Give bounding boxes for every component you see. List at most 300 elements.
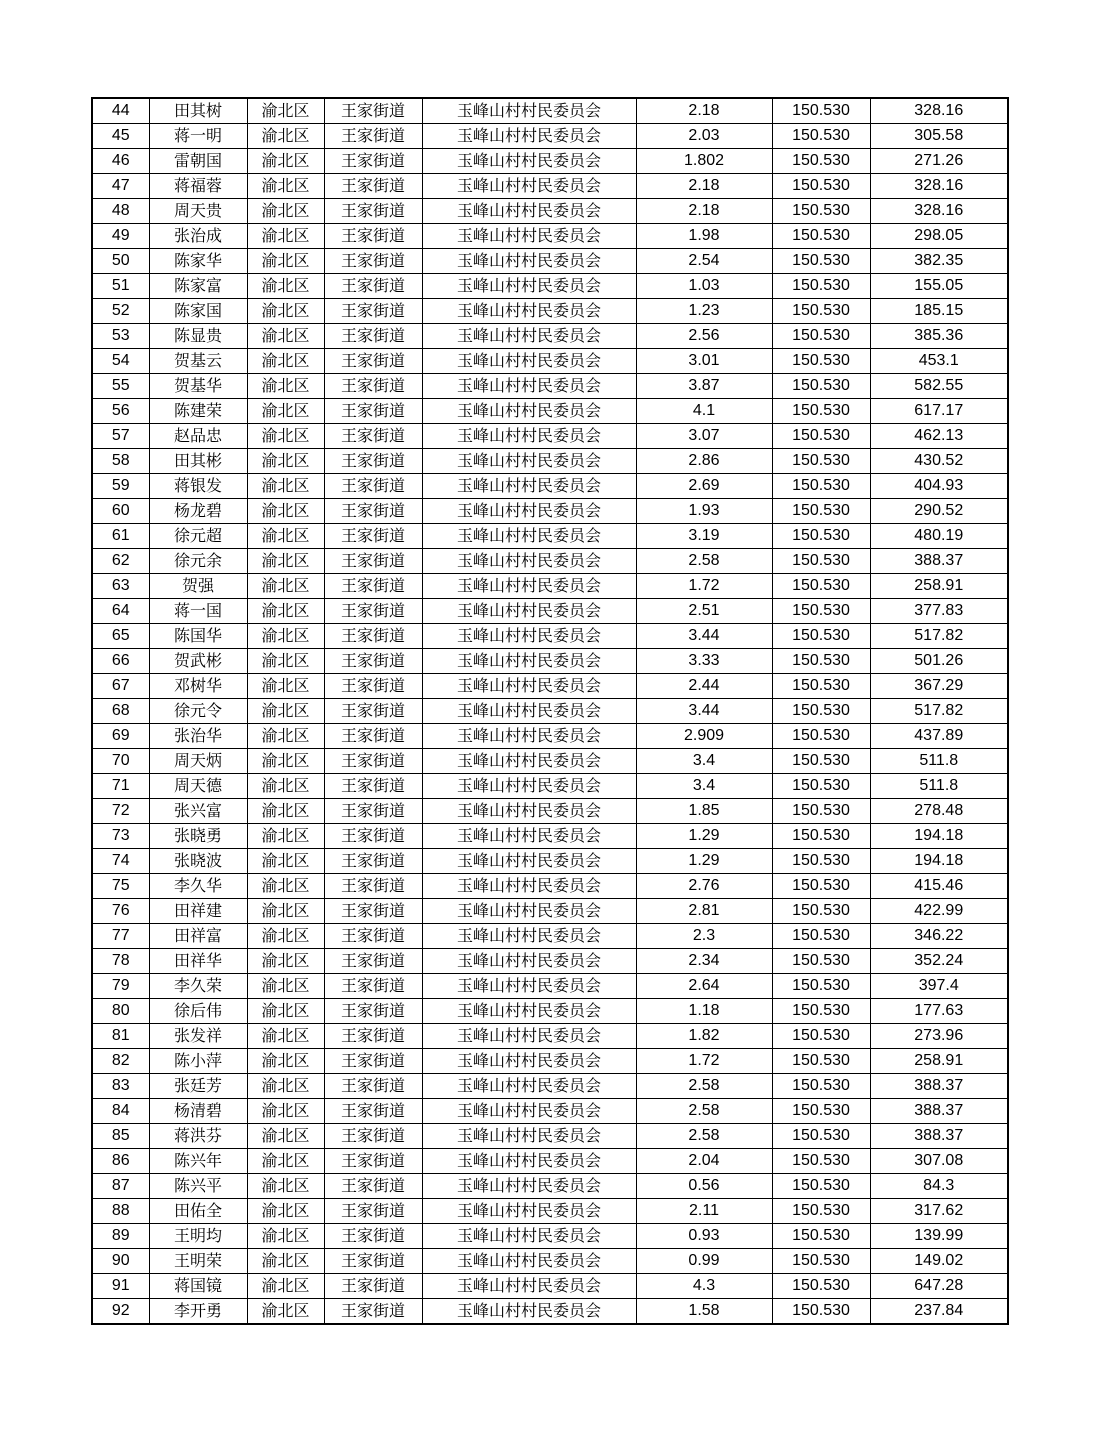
row-number-cell: 87: [92, 1174, 149, 1199]
committee-cell: 玉峰山村村民委员会: [422, 899, 636, 924]
name-cell: 张治华: [149, 724, 247, 749]
rate-cell: 150.530: [772, 274, 870, 299]
row-number-cell: 54: [92, 349, 149, 374]
name-cell: 陈家富: [149, 274, 247, 299]
name-cell: 田祥华: [149, 949, 247, 974]
district-cell: 渝北区: [247, 1149, 324, 1174]
data-table: [91, 97, 1009, 1325]
committee-cell: 玉峰山村村民委员会: [422, 749, 636, 774]
street-cell: 王家街道: [324, 249, 422, 274]
rate-cell: 150.530: [772, 1174, 870, 1199]
name-cell: 陈显贵: [149, 324, 247, 349]
table-row: [92, 549, 1008, 574]
row-number-cell: 86: [92, 1149, 149, 1174]
district-cell: 渝北区: [247, 799, 324, 824]
table-row: [92, 874, 1008, 899]
table-row: [92, 1149, 1008, 1174]
amount-cell: 647.28: [870, 1274, 1008, 1299]
area-cell: 3.87: [636, 374, 772, 399]
name-cell: 陈家国: [149, 299, 247, 324]
rate-cell: 150.530: [772, 1149, 870, 1174]
name-cell: 王明荣: [149, 1249, 247, 1274]
district-cell: 渝北区: [247, 299, 324, 324]
table-row: [92, 199, 1008, 224]
street-cell: 王家街道: [324, 1149, 422, 1174]
name-cell: 李久荣: [149, 974, 247, 999]
committee-cell: 玉峰山村村民委员会: [422, 1224, 636, 1249]
street-cell: 王家街道: [324, 699, 422, 724]
row-number-cell: 67: [92, 674, 149, 699]
area-cell: 2.69: [636, 474, 772, 499]
street-cell: 王家街道: [324, 299, 422, 324]
street-cell: 王家街道: [324, 849, 422, 874]
area-cell: 1.18: [636, 999, 772, 1024]
area-cell: 1.85: [636, 799, 772, 824]
street-cell: 王家街道: [324, 774, 422, 799]
amount-cell: 501.26: [870, 649, 1008, 674]
table-row: [92, 349, 1008, 374]
name-cell: 杨龙碧: [149, 499, 247, 524]
name-cell: 王明均: [149, 1224, 247, 1249]
area-cell: 2.18: [636, 199, 772, 224]
street-cell: 王家街道: [324, 199, 422, 224]
amount-cell: 271.26: [870, 149, 1008, 174]
district-cell: 渝北区: [247, 599, 324, 624]
committee-cell: 玉峰山村村民委员会: [422, 874, 636, 899]
street-cell: 王家街道: [324, 874, 422, 899]
amount-cell: 305.58: [870, 124, 1008, 149]
row-number-cell: 72: [92, 799, 149, 824]
street-cell: 王家街道: [324, 149, 422, 174]
committee-cell: 玉峰山村村民委员会: [422, 549, 636, 574]
row-number-cell: 50: [92, 249, 149, 274]
name-cell: 贺基华: [149, 374, 247, 399]
rate-cell: 150.530: [772, 249, 870, 274]
name-cell: 周天炳: [149, 749, 247, 774]
name-cell: 田佑全: [149, 1199, 247, 1224]
table-row: [92, 98, 1008, 124]
committee-cell: 玉峰山村村民委员会: [422, 124, 636, 149]
row-number-cell: 60: [92, 499, 149, 524]
row-number-cell: 73: [92, 824, 149, 849]
committee-cell: 玉峰山村村民委员会: [422, 1174, 636, 1199]
rate-cell: 150.530: [772, 699, 870, 724]
district-cell: 渝北区: [247, 324, 324, 349]
amount-cell: 317.62: [870, 1199, 1008, 1224]
amount-cell: 430.52: [870, 449, 1008, 474]
committee-cell: 玉峰山村村民委员会: [422, 399, 636, 424]
table-row: [92, 924, 1008, 949]
committee-cell: 玉峰山村村民委员会: [422, 1074, 636, 1099]
committee-cell: 玉峰山村村民委员会: [422, 349, 636, 374]
area-cell: 4.3: [636, 1274, 772, 1299]
district-cell: 渝北区: [247, 949, 324, 974]
table-row: [92, 749, 1008, 774]
street-cell: 王家街道: [324, 499, 422, 524]
table-row: [92, 1299, 1008, 1325]
street-cell: 王家街道: [324, 174, 422, 199]
name-cell: 邓树华: [149, 674, 247, 699]
name-cell: 张兴富: [149, 799, 247, 824]
table-row: [92, 474, 1008, 499]
area-cell: 3.4: [636, 749, 772, 774]
committee-cell: 玉峰山村村民委员会: [422, 999, 636, 1024]
district-cell: 渝北区: [247, 474, 324, 499]
row-number-cell: 56: [92, 399, 149, 424]
table-row: [92, 224, 1008, 249]
name-cell: 蒋洪芬: [149, 1124, 247, 1149]
row-number-cell: 69: [92, 724, 149, 749]
area-cell: 2.44: [636, 674, 772, 699]
name-cell: 徐元令: [149, 699, 247, 724]
committee-cell: 玉峰山村村民委员会: [422, 824, 636, 849]
street-cell: 王家街道: [324, 674, 422, 699]
district-cell: 渝北区: [247, 1074, 324, 1099]
rate-cell: 150.530: [772, 474, 870, 499]
row-number-cell: 59: [92, 474, 149, 499]
committee-cell: 玉峰山村村民委员会: [422, 174, 636, 199]
rate-cell: 150.530: [772, 974, 870, 999]
amount-cell: 517.82: [870, 699, 1008, 724]
table-row: [92, 649, 1008, 674]
row-number-cell: 74: [92, 849, 149, 874]
amount-cell: 582.55: [870, 374, 1008, 399]
street-cell: 王家街道: [324, 924, 422, 949]
street-cell: 王家街道: [324, 399, 422, 424]
street-cell: 王家街道: [324, 98, 422, 124]
table-row: [92, 299, 1008, 324]
rate-cell: 150.530: [772, 799, 870, 824]
table-row: [92, 249, 1008, 274]
amount-cell: 155.05: [870, 274, 1008, 299]
street-cell: 王家街道: [324, 524, 422, 549]
amount-cell: 453.1: [870, 349, 1008, 374]
district-cell: 渝北区: [247, 524, 324, 549]
row-number-cell: 77: [92, 924, 149, 949]
committee-cell: 玉峰山村村民委员会: [422, 774, 636, 799]
committee-cell: 玉峰山村村民委员会: [422, 574, 636, 599]
area-cell: 3.33: [636, 649, 772, 674]
table-row: [92, 1124, 1008, 1149]
row-number-cell: 75: [92, 874, 149, 899]
district-cell: 渝北区: [247, 499, 324, 524]
row-number-cell: 47: [92, 174, 149, 199]
district-cell: 渝北区: [247, 98, 324, 124]
committee-cell: 玉峰山村村民委员会: [422, 624, 636, 649]
district-cell: 渝北区: [247, 424, 324, 449]
area-cell: 2.58: [636, 549, 772, 574]
table-row: [92, 674, 1008, 699]
committee-cell: 玉峰山村村民委员会: [422, 1299, 636, 1325]
rate-cell: 150.530: [772, 599, 870, 624]
amount-cell: 437.89: [870, 724, 1008, 749]
table-row: [92, 1099, 1008, 1124]
rate-cell: 150.530: [772, 574, 870, 599]
row-number-cell: 57: [92, 424, 149, 449]
name-cell: 蒋一国: [149, 599, 247, 624]
row-number-cell: 91: [92, 1274, 149, 1299]
district-cell: 渝北区: [247, 774, 324, 799]
street-cell: 王家街道: [324, 799, 422, 824]
area-cell: 2.64: [636, 974, 772, 999]
street-cell: 王家街道: [324, 1074, 422, 1099]
street-cell: 王家街道: [324, 1174, 422, 1199]
amount-cell: 258.91: [870, 1049, 1008, 1074]
committee-cell: 玉峰山村村民委员会: [422, 224, 636, 249]
area-cell: 0.93: [636, 1224, 772, 1249]
name-cell: 田祥建: [149, 899, 247, 924]
table-row: [92, 424, 1008, 449]
rate-cell: 150.530: [772, 549, 870, 574]
rate-cell: 150.530: [772, 1074, 870, 1099]
table-row: [92, 1199, 1008, 1224]
area-cell: 2.54: [636, 249, 772, 274]
committee-cell: 玉峰山村村民委员会: [422, 1124, 636, 1149]
rate-cell: 150.530: [772, 874, 870, 899]
amount-cell: 422.99: [870, 899, 1008, 924]
rate-cell: 150.530: [772, 424, 870, 449]
district-cell: 渝北区: [247, 349, 324, 374]
name-cell: 蒋银发: [149, 474, 247, 499]
area-cell: 3.01: [636, 349, 772, 374]
district-cell: 渝北区: [247, 224, 324, 249]
table-row: [92, 899, 1008, 924]
row-number-cell: 78: [92, 949, 149, 974]
rate-cell: 150.530: [772, 1199, 870, 1224]
name-cell: 田祥富: [149, 924, 247, 949]
rate-cell: 150.530: [772, 824, 870, 849]
name-cell: 张发祥: [149, 1024, 247, 1049]
rate-cell: 150.530: [772, 724, 870, 749]
district-cell: 渝北区: [247, 174, 324, 199]
rate-cell: 150.530: [772, 199, 870, 224]
committee-cell: 玉峰山村村民委员会: [422, 1249, 636, 1274]
table-row: [92, 524, 1008, 549]
table-row: [92, 774, 1008, 799]
name-cell: 陈国华: [149, 624, 247, 649]
table-row: [92, 999, 1008, 1024]
district-cell: 渝北区: [247, 849, 324, 874]
table-row: [92, 1174, 1008, 1199]
amount-cell: 367.29: [870, 674, 1008, 699]
rate-cell: 150.530: [772, 899, 870, 924]
district-cell: 渝北区: [247, 399, 324, 424]
area-cell: 2.51: [636, 599, 772, 624]
area-cell: 3.07: [636, 424, 772, 449]
street-cell: 王家街道: [324, 574, 422, 599]
table-row: [92, 374, 1008, 399]
table-row: [92, 949, 1008, 974]
row-number-cell: 49: [92, 224, 149, 249]
area-cell: 1.82: [636, 1024, 772, 1049]
name-cell: 陈兴平: [149, 1174, 247, 1199]
street-cell: 王家街道: [324, 124, 422, 149]
area-cell: 2.11: [636, 1199, 772, 1224]
rate-cell: 150.530: [772, 1224, 870, 1249]
row-number-cell: 63: [92, 574, 149, 599]
amount-cell: 388.37: [870, 1099, 1008, 1124]
row-number-cell: 51: [92, 274, 149, 299]
committee-cell: 玉峰山村村民委员会: [422, 649, 636, 674]
row-number-cell: 61: [92, 524, 149, 549]
district-cell: 渝北区: [247, 1049, 324, 1074]
row-number-cell: 55: [92, 374, 149, 399]
area-cell: 0.56: [636, 1174, 772, 1199]
row-number-cell: 45: [92, 124, 149, 149]
row-number-cell: 79: [92, 974, 149, 999]
name-cell: 张廷芳: [149, 1074, 247, 1099]
rate-cell: 150.530: [772, 999, 870, 1024]
committee-cell: 玉峰山村村民委员会: [422, 1099, 636, 1124]
street-cell: 王家街道: [324, 324, 422, 349]
row-number-cell: 58: [92, 449, 149, 474]
name-cell: 贺强: [149, 574, 247, 599]
amount-cell: 328.16: [870, 174, 1008, 199]
row-number-cell: 92: [92, 1299, 149, 1325]
name-cell: 雷朝国: [149, 149, 247, 174]
committee-cell: 玉峰山村村民委员会: [422, 724, 636, 749]
street-cell: 王家街道: [324, 599, 422, 624]
committee-cell: 玉峰山村村民委员会: [422, 674, 636, 699]
area-cell: 3.19: [636, 524, 772, 549]
amount-cell: 237.84: [870, 1299, 1008, 1325]
table-row: [92, 1049, 1008, 1074]
rate-cell: 150.530: [772, 1099, 870, 1124]
name-cell: 贺基云: [149, 349, 247, 374]
amount-cell: 273.96: [870, 1024, 1008, 1049]
committee-cell: 玉峰山村村民委员会: [422, 924, 636, 949]
table-row: [92, 724, 1008, 749]
rate-cell: 150.530: [772, 98, 870, 124]
rate-cell: 150.530: [772, 449, 870, 474]
street-cell: 王家街道: [324, 424, 422, 449]
amount-cell: 177.63: [870, 999, 1008, 1024]
area-cell: 1.93: [636, 499, 772, 524]
rate-cell: 150.530: [772, 1124, 870, 1149]
area-cell: 1.98: [636, 224, 772, 249]
area-cell: 1.72: [636, 574, 772, 599]
amount-cell: 307.08: [870, 1149, 1008, 1174]
rate-cell: 150.530: [772, 174, 870, 199]
district-cell: 渝北区: [247, 1174, 324, 1199]
table-row: [92, 274, 1008, 299]
committee-cell: 玉峰山村村民委员会: [422, 449, 636, 474]
table-row: [92, 1074, 1008, 1099]
amount-cell: 404.93: [870, 474, 1008, 499]
street-cell: 王家街道: [324, 349, 422, 374]
district-cell: 渝北区: [247, 1274, 324, 1299]
district-cell: 渝北区: [247, 449, 324, 474]
table-row: [92, 574, 1008, 599]
area-cell: 1.72: [636, 1049, 772, 1074]
row-number-cell: 48: [92, 199, 149, 224]
street-cell: 王家街道: [324, 1049, 422, 1074]
name-cell: 贺武彬: [149, 649, 247, 674]
amount-cell: 352.24: [870, 949, 1008, 974]
committee-cell: 玉峰山村村民委员会: [422, 424, 636, 449]
name-cell: 张晓波: [149, 849, 247, 874]
amount-cell: 415.46: [870, 874, 1008, 899]
name-cell: 徐元超: [149, 524, 247, 549]
street-cell: 王家街道: [324, 1299, 422, 1325]
row-number-cell: 84: [92, 1099, 149, 1124]
street-cell: 王家街道: [324, 999, 422, 1024]
rate-cell: 150.530: [772, 349, 870, 374]
area-cell: 2.76: [636, 874, 772, 899]
amount-cell: 511.8: [870, 749, 1008, 774]
district-cell: 渝北区: [247, 724, 324, 749]
amount-cell: 84.3: [870, 1174, 1008, 1199]
district-cell: 渝北区: [247, 549, 324, 574]
area-cell: 2.58: [636, 1124, 772, 1149]
name-cell: 陈家华: [149, 249, 247, 274]
name-cell: 周天德: [149, 774, 247, 799]
committee-cell: 玉峰山村村民委员会: [422, 299, 636, 324]
area-cell: 1.29: [636, 849, 772, 874]
area-cell: 2.909: [636, 724, 772, 749]
row-number-cell: 81: [92, 1024, 149, 1049]
rate-cell: 150.530: [772, 399, 870, 424]
table-row: [92, 824, 1008, 849]
rate-cell: 150.530: [772, 1274, 870, 1299]
amount-cell: 511.8: [870, 774, 1008, 799]
district-cell: 渝北区: [247, 874, 324, 899]
street-cell: 王家街道: [324, 749, 422, 774]
district-cell: 渝北区: [247, 574, 324, 599]
amount-cell: 617.17: [870, 399, 1008, 424]
rate-cell: 150.530: [772, 749, 870, 774]
row-number-cell: 46: [92, 149, 149, 174]
district-cell: 渝北区: [247, 749, 324, 774]
name-cell: 陈小萍: [149, 1049, 247, 1074]
area-cell: 3.4: [636, 774, 772, 799]
amount-cell: 258.91: [870, 574, 1008, 599]
committee-cell: 玉峰山村村民委员会: [422, 474, 636, 499]
district-cell: 渝北区: [247, 374, 324, 399]
table-row: [92, 1274, 1008, 1299]
area-cell: 2.81: [636, 899, 772, 924]
amount-cell: 377.83: [870, 599, 1008, 624]
district-cell: 渝北区: [247, 274, 324, 299]
table-row: [92, 449, 1008, 474]
street-cell: 王家街道: [324, 474, 422, 499]
street-cell: 王家街道: [324, 899, 422, 924]
row-number-cell: 76: [92, 899, 149, 924]
table-row: [92, 1224, 1008, 1249]
name-cell: 田其彬: [149, 449, 247, 474]
table-row: [92, 599, 1008, 624]
committee-cell: 玉峰山村村民委员会: [422, 98, 636, 124]
table-row: [92, 1249, 1008, 1274]
district-cell: 渝北区: [247, 624, 324, 649]
committee-cell: 玉峰山村村民委员会: [422, 274, 636, 299]
table-row: [92, 1024, 1008, 1049]
rate-cell: 150.530: [772, 524, 870, 549]
name-cell: 徐元余: [149, 549, 247, 574]
committee-cell: 玉峰山村村民委员会: [422, 324, 636, 349]
rate-cell: 150.530: [772, 649, 870, 674]
committee-cell: 玉峰山村村民委员会: [422, 1049, 636, 1074]
table-row: [92, 124, 1008, 149]
area-cell: 1.03: [636, 274, 772, 299]
row-number-cell: 80: [92, 999, 149, 1024]
district-cell: 渝北区: [247, 974, 324, 999]
amount-cell: 328.16: [870, 199, 1008, 224]
row-number-cell: 68: [92, 699, 149, 724]
amount-cell: 290.52: [870, 499, 1008, 524]
amount-cell: 298.05: [870, 224, 1008, 249]
rate-cell: 150.530: [772, 1024, 870, 1049]
